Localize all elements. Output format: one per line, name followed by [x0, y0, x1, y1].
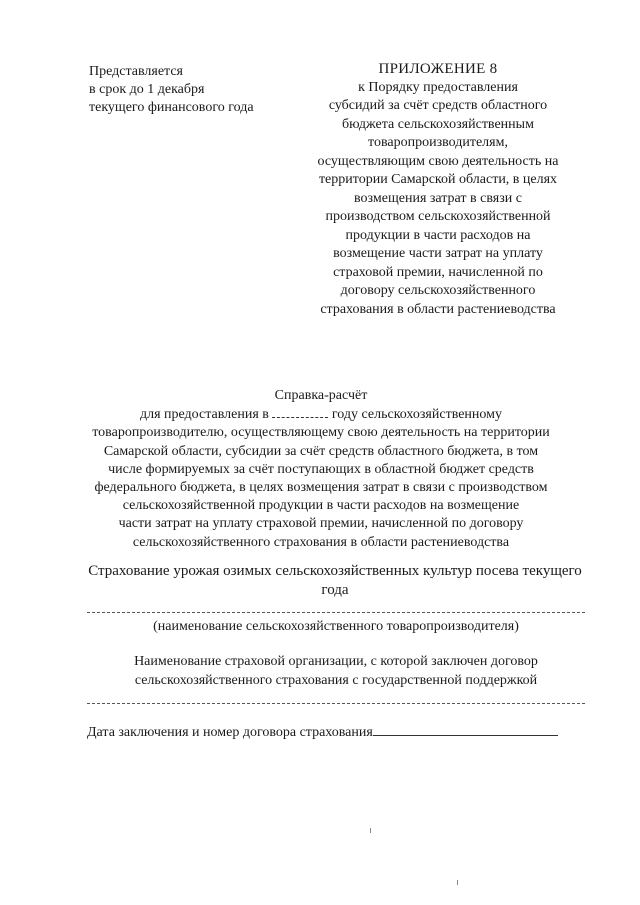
producer-caption: (наименование сельскохозяйственного товаропроизводителя)	[153, 619, 519, 634]
appendix-line: договору сельскохозяйственного	[340, 283, 536, 298]
appendix-line: продукции в части расходов на	[345, 227, 531, 243]
contract-label: Дата заключения и номер договора страхования	[87, 725, 373, 740]
contract-row	[87, 722, 587, 742]
certificate-line: федерального бюджета, в целях возмещения затрат в связи с производством	[94, 480, 548, 496]
insurer-name-field[interactable]	[87, 703, 585, 704]
appendix-line: осуществляющим свою деятельность на	[317, 153, 559, 169]
insurer-label: Наименование страховой организации, с которой заключен договор сельскохозяйственного страхования с государственной поддержкой	[134, 654, 538, 688]
appendix-line: товаропроизводителям,	[368, 135, 508, 150]
appendix-line: производством сельскохозяйственной	[325, 209, 551, 224]
scan-mark	[370, 828, 371, 833]
certificate-line: сельскохозяйственной продукции в части расходов на возмещение	[122, 498, 520, 514]
certificate-block	[78, 387, 564, 552]
certificate-line-year	[78, 405, 564, 424]
submission-note-line: Представляется	[89, 64, 183, 79]
certificate-year-prefix: для предоставления в	[139, 407, 269, 423]
appendix-block	[300, 60, 576, 319]
appendix-line: страховой премии, начисленной по	[333, 264, 543, 280]
scan-mark	[457, 880, 458, 885]
submission-note-line: в срок до 1 декабря	[89, 82, 205, 97]
appendix-line: возмещения затрат в связи с	[354, 190, 522, 206]
appendix-line: бюджета сельскохозяйственным	[342, 116, 534, 132]
appendix-line: страхования в области растениеводства	[320, 301, 556, 317]
insurance-heading: Страхование урожая озимых сельскохозяйственных культур посева текущего года	[88, 563, 582, 598]
submission-note-line: текущего финансового года	[89, 100, 254, 115]
certificate-line: товаропроизводителю, осуществляющему свою деятельность на территории	[92, 425, 550, 441]
certificate-line: сельскохозяйственного страхования в области растениеводства	[132, 534, 510, 550]
certificate-line: Самарской области, субсидии за счёт средств областного бюджета, в том	[103, 443, 539, 459]
submission-note	[89, 63, 254, 117]
certificate-line: части затрат на уплату страховой премии, начисленной по договору	[118, 516, 524, 532]
appendix-line: к Порядку предоставления	[358, 79, 518, 95]
year-blank-field[interactable]	[272, 405, 328, 418]
appendix-line: субсидий за счёт средств областного	[328, 98, 548, 113]
appendix-line: возмещение части затрат на уплату	[333, 246, 543, 261]
certificate-year-suffix: году сельскохозяйственному	[331, 407, 503, 423]
certificate-line: числе формируемых за счёт поступающих в областной бюджет средств	[108, 461, 534, 477]
appendix-line: территории Самарской области, в целях	[318, 172, 558, 187]
appendix-title: ПРИЛОЖЕНИЕ 8	[378, 61, 498, 77]
certificate-title: Справка-расчёт	[274, 388, 368, 403]
producer-name-field[interactable]	[87, 612, 585, 613]
contract-field[interactable]	[373, 722, 558, 736]
